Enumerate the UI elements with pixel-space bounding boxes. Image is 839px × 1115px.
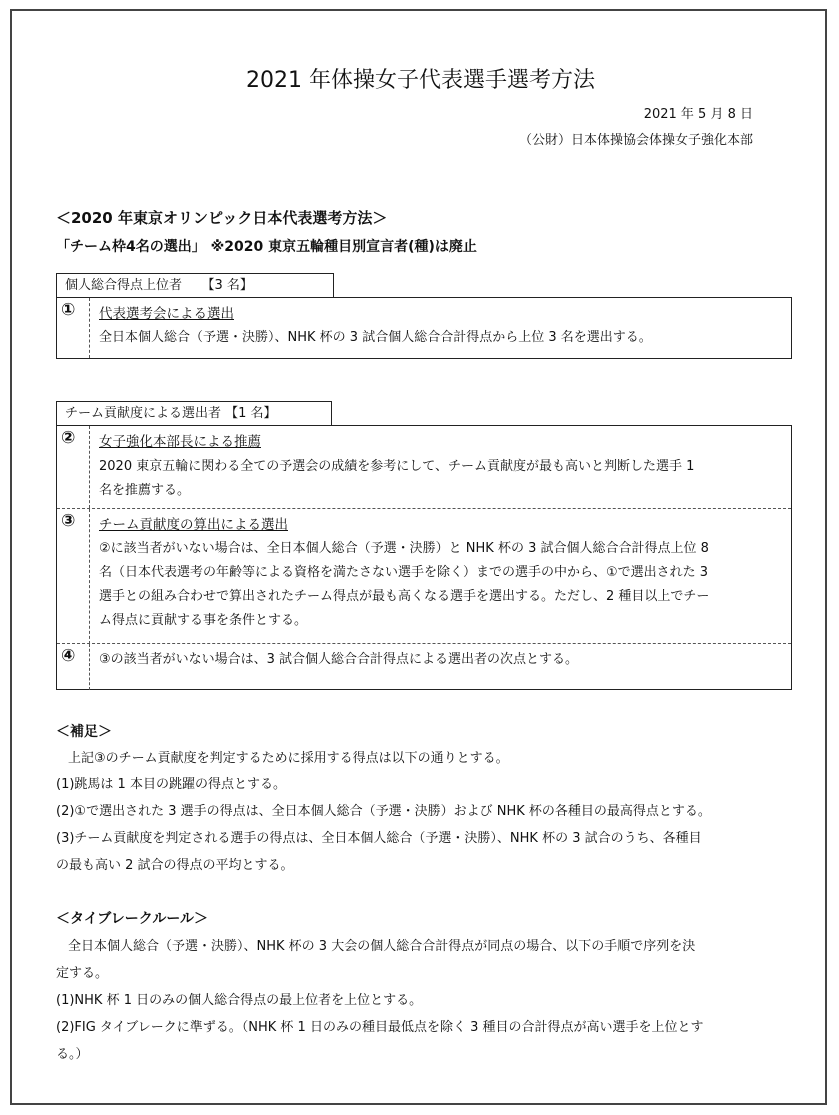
row-number: ②	[61, 428, 76, 448]
tiebreak-line: (1)NHK 杯 1 日のみの個人総合得点の最上位者を上位とする。	[56, 993, 423, 1008]
row-text: ム得点に貢献する事を条件とする。	[99, 613, 308, 628]
issuing-organization: （公財）日本体操協会体操女子強化本部	[518, 133, 753, 148]
olympic-section-heading: ＜2020 年東京オリンピック日本代表選考方法＞	[56, 209, 388, 227]
tiebreak-heading: ＜タイブレークルール＞	[56, 911, 209, 927]
supplement-line: (2)①で選出された 3 選手の得点は、全日本個人総合（予選・決勝）および NHK 杯の各種目の最高得点とする。	[56, 804, 711, 819]
row-text: 名を推薦する。	[99, 483, 191, 498]
row-title: チーム貢献度の算出による選出	[99, 517, 288, 533]
tiebreak-line: (2)FIG タイブレークに準ずる。（NHK 杯 1 日のみの種目最低点を除く 3 種目の合計得点が高い選手を上位とす	[56, 1020, 704, 1035]
row-title: 女子強化本部長による推薦	[99, 434, 261, 450]
table-row	[57, 508, 791, 644]
table1-label: 個人総合得点上位者 【3 名】	[56, 273, 334, 297]
row-title: 代表選考会による選出	[99, 306, 234, 322]
olympic-section-subheading: 「チーム枠4名の選出」 ※2020 東京五輪種目別宣言者(種)は廃止	[56, 239, 477, 255]
column-divider	[89, 426, 90, 508]
supplement-line: の最も高い 2 試合の得点の平均とする。	[56, 858, 294, 873]
document-date: 2021 年 5 月 8 日	[643, 107, 753, 122]
table-row	[57, 643, 791, 690]
document-page	[10, 9, 827, 1105]
supplement-line: (1)跳馬は 1 本目の跳躍の得点とする。	[56, 777, 286, 792]
column-divider	[89, 644, 90, 690]
tiebreak-line: 定する。	[56, 966, 109, 981]
supplement-line: (3)チーム貢献度を判定される選手の得点は、全日本個人総合（予選・決勝）、NHK 杯の 3 試合のうち、各種目	[56, 831, 702, 846]
table2	[56, 425, 792, 690]
row-text: ③の該当者がいない場合は、3 試合個人総合合計得点による選出者の次点とする。	[99, 652, 579, 667]
tiebreak-line: る。）	[56, 1047, 89, 1062]
row-text: ②に該当者がいない場合は、全日本個人総合（予選・決勝）と NHK 杯の 3 試合個人総合合計得点上位 8	[99, 541, 709, 556]
row-text: 全日本個人総合（予選・決勝）、NHK 杯の 3 試合個人総合合計得点から上位 3 名を選出する。	[99, 330, 652, 345]
supplement-heading: ＜補足＞	[56, 724, 112, 740]
row-text: 名（日本代表選考の年齢等による資格を満たさない選手を除く）までの選手の中から、①で選出された 3	[99, 565, 709, 580]
document-title: 2021 年体操女子代表選手選考方法	[246, 68, 595, 93]
row-number: ④	[61, 646, 76, 666]
row-number: ③	[61, 511, 76, 531]
column-divider	[89, 509, 90, 644]
table-row	[57, 426, 791, 508]
table1	[56, 297, 792, 359]
table-row	[57, 298, 791, 358]
row-text: 選手との組み合わせで算出されたチーム得点が最も高くなる選手を選出する。ただし、2 種目以上でチー	[99, 589, 710, 604]
tiebreak-line: 全日本個人総合（予選・決勝）、NHK 杯の 3 大会の個人総合合計得点が同点の場合、以下の手順で序列を決	[68, 939, 696, 954]
column-divider	[89, 298, 90, 358]
row-number: ①	[61, 300, 76, 320]
table2-label: チーム貢献度による選出者 【1 名】	[56, 401, 332, 425]
row-text: 2020 東京五輪に関わる全ての予選会の成績を参考にして、チーム貢献度が最も高いと判断した選手 1	[99, 459, 695, 474]
supplement-line: 上記③のチーム貢献度を判定するために採用する得点は以下の通りとする。	[68, 751, 509, 766]
